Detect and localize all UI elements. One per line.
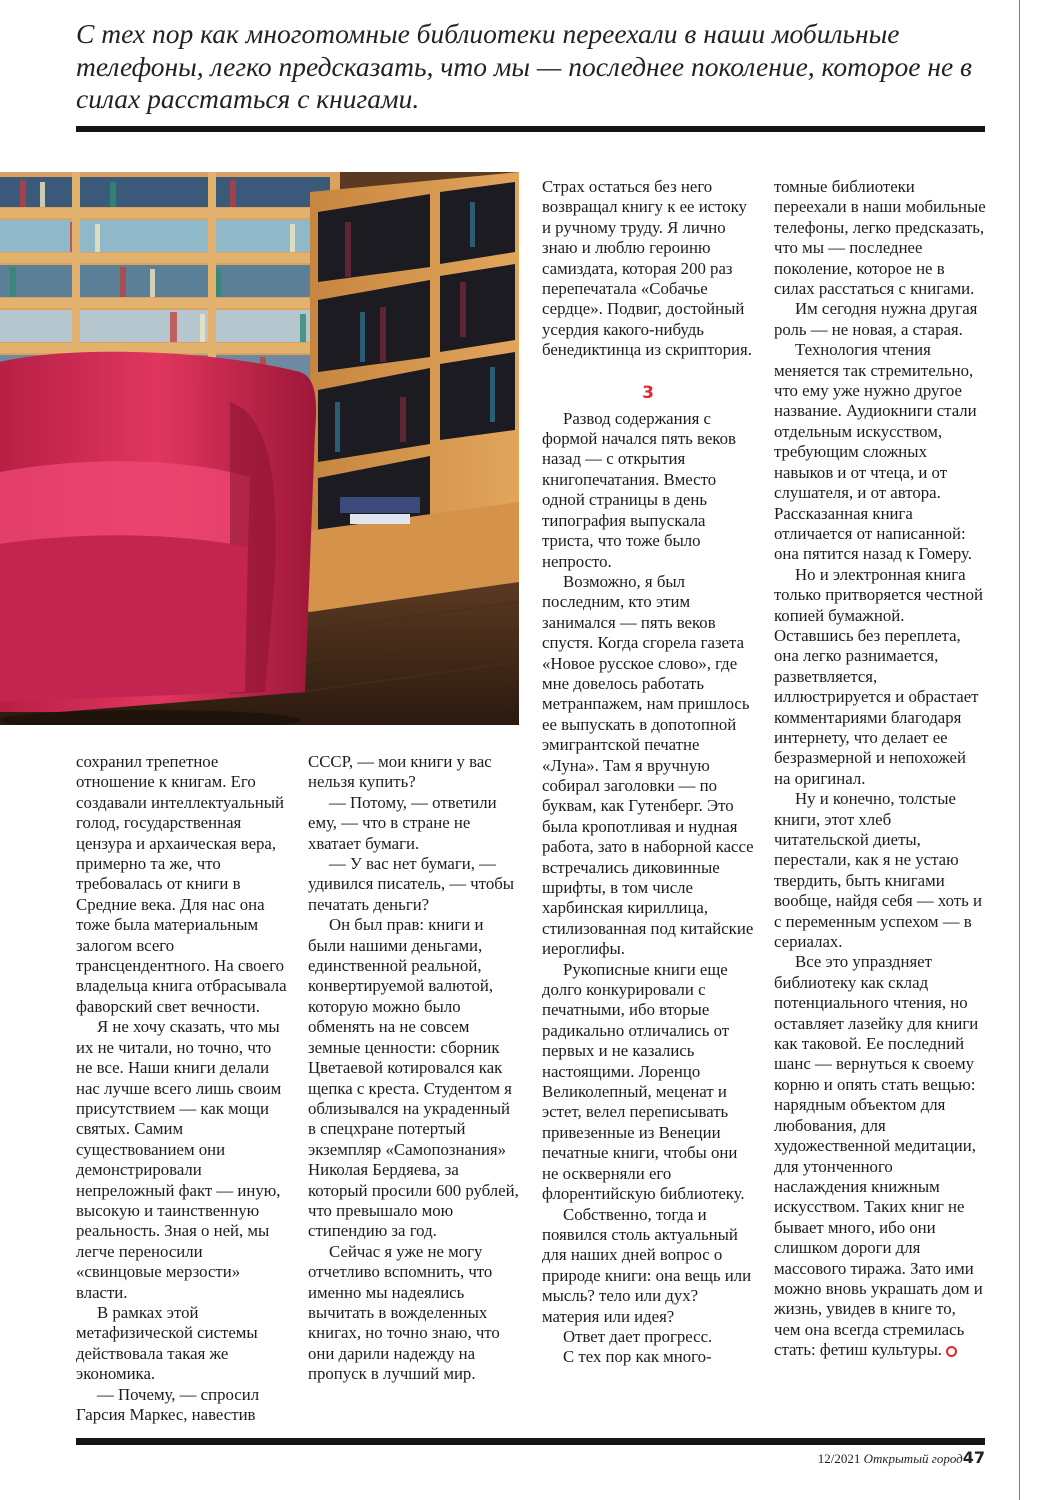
paragraph: В рамках этой метафизической системы действовала такая же экономика. xyxy=(76,1302,258,1384)
magazine-name: Открытый город xyxy=(863,1451,963,1466)
paragraph: Возможно, я был последним, кто этим занимался — пять веков спустя. Когда сгорела газета «Новое русское слово», где мне довелось работать метранпажем, нам пришлось ее выпускать в допотопной эмигрантской печатне «Луна». Там я вручную собирал заголовки — по буквам, как Гутенберг. Это была кропотливая и нудная работа, зато в наборной кассе встречались диковинные шрифты, в том числе харбинская кириллица, стилизованная под китайские иероглифы. xyxy=(542,571,754,959)
paragraph: Он был прав: книги и были нашими деньгами, единственной реальной, конвертируемой валютой, которую можно было обменять на не совсем земные ценности: сборник Цветаевой котировался как щепка с креста. Студентом я облизывался на украденный в спецхране потертый экземпляр «Самопознания» Николая Бердяева, за который просили 600 рублей, что превышало мою стипендию за год. xyxy=(308,915,519,1241)
paragraph: Им сегодня нужна другая роль — не новая, а старая. xyxy=(774,299,978,339)
header-rule xyxy=(76,126,985,132)
paragraph: — Почему, — спросил Гарсия Маркес, навестив xyxy=(76,1384,260,1424)
paragraph: томные библиотеки переехали в наши мобильные телефоны, легко предсказать, что мы — последнее поколение, которое не в силах расстаться с книгами. xyxy=(774,177,986,299)
paragraph: Ответ дает прогресс. xyxy=(563,1326,713,1346)
page-edge-rule xyxy=(1019,0,1020,1500)
paragraph: — Потому, — ответили ему, — что в стране не хватает бумаги. xyxy=(308,792,497,853)
library-armchair-photo xyxy=(0,172,519,725)
paragraph-final xyxy=(774,952,986,1360)
section-number: 3 xyxy=(642,382,654,403)
paragraph-text: Все это упраздняет библиотеку как склад потенциального чтения, но оставляет лазейку для книги как таковой. Ее последний шанс — вернуться к своему корню и опять стать вещью: нарядным объектом для любования, для художественной медитации, для утонченного наслаждения книжным искусством. Таких книг не бывает много, ибо они слишком дороги для массового тиража. Зато ими можно вновь украшать дом и жизнь, увидев в книге то, чем она всегда стремилась стать: фетиш культуры. xyxy=(774,952,983,1360)
paragraph: Технология чтения меняется так стремительно, что ему уже нужно другое название. Аудиокниги стали отдельным искусством, требующим сложных навыков и от чтеца, и от слушателя, и от автора. Рассказанная книга отличается от написанной: она пятится назад к Гомеру. xyxy=(774,340,977,564)
paragraph: Сейчас я уже не могу отчетливо вспомнить, что именно мы надеялись вычитать в вожделенных книгах, но точно знаю, что они дарили надежду на пропуск в лучший мир. xyxy=(308,1241,500,1384)
article-column-4 xyxy=(774,177,986,1361)
paragraph: СССР, — мои книги у вас нельзя купить? xyxy=(308,752,492,792)
paragraph: Рукописные книги еще долго конкурировали с печатными, ибо вторые радикально отличались от первых и не казались настоящими. Лоренцо Великолепный, меценат и эстет, велел переписывать привезенные из Венеции печатные книги, чтобы они не оскверняли его флорентийскую библиотеку. xyxy=(542,959,745,1204)
folio xyxy=(818,1448,985,1467)
paragraph: Ну и конечно, толстые книги, этот хлеб читательской диеты, перестали, как я не устаю твердить, быть книгами вообще, найдя себя — хоть и с переменным успехом — в сериалах. xyxy=(774,789,982,952)
page-number: 47 xyxy=(962,1448,985,1467)
lead-quote: С тех пор как многотомные библиотеки переехали в наши мобильные телефоны, легко предсказать, что мы — последнее поколение, которое не в силах расстаться с книгами. xyxy=(76,18,972,114)
paragraph: Собственно, тогда и появился столь актуальный для наших дней вопрос о природе книги: она вещь или мысль? тело или дух? материя или идея? xyxy=(542,1204,752,1326)
paragraph: Я не хочу сказать, что мы их не читали, но точно, что не все. Наши книги делали нас лучше всего лишь своим присутствием — как мощи святых. Самим существованием они демонстрировали непреложный факт — иную, высокую и таинственную реальность. Зная о ней, мы легче переносили «свинцовые мерзости» власти. xyxy=(76,1017,282,1302)
paragraph: — У вас нет бумаги, — удивился писатель, — чтобы печатать деньги? xyxy=(308,854,515,914)
paragraph: Развод содержания с формой начался пять веков назад — с открытия книгопечатания. Вместо одной страницы в день типография выпускала триста, что тоже было непросто. xyxy=(542,408,736,571)
article-column-3 xyxy=(542,177,754,1368)
paragraph: С тех пор как много- xyxy=(563,1347,712,1367)
article-column-1 xyxy=(76,752,288,1425)
issue-number: 12/2021 xyxy=(817,1451,861,1466)
paragraph: Страх остаться без него возвращал книгу к ее истоку и ручному труду. Я лично знаю и люблю героиню самиздата, которая 200 раз перепечатала «Собачье сердце». Подвиг, достойный усердия какого-нибудь бенедиктинца из скриптория. xyxy=(542,177,752,360)
footer-rule xyxy=(76,1438,985,1445)
paragraph: Но и электронная книга только притворяется честной копией бумажной. Оставшись без переплета, она легко разнимается, разветвляется, иллюстрируется и обрастает комментариями благодаря интернету, что делает ее безразмерной и непохожей на оригинал. xyxy=(774,564,983,788)
paragraph: сохранил трепетное отношение к книгам. Его создавали интеллектуальный голод, государственная цензура и архаическая вера, примерно та же, что требовалась от книги в Средние века. Для нас она тоже была материальным залогом всего трансцендентного. На своего владельца книга отбрасывала фаворский свет вечности. xyxy=(76,752,287,1016)
article-column-2 xyxy=(308,752,520,1385)
end-mark-icon xyxy=(946,1346,957,1357)
